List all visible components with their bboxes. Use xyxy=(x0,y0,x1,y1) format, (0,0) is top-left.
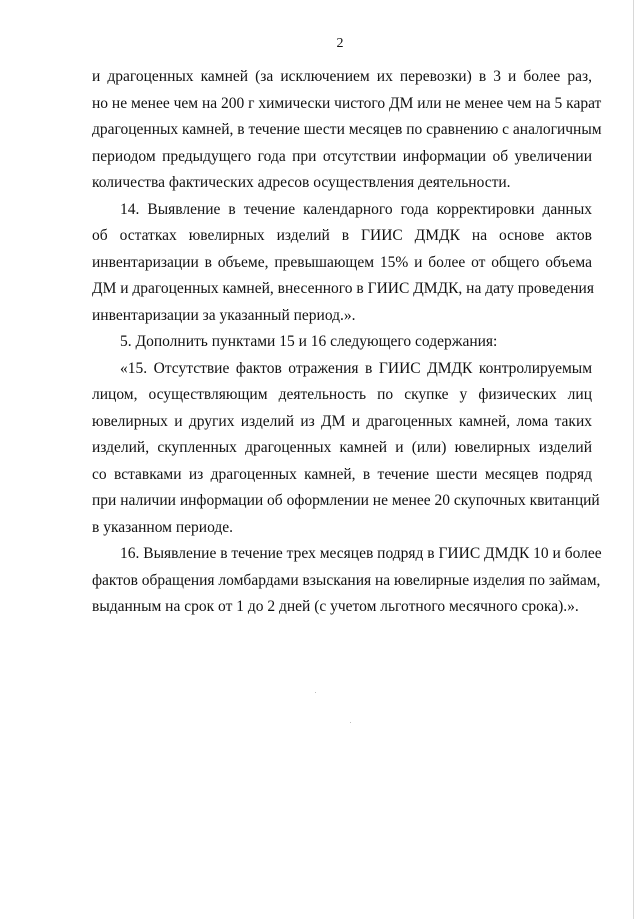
text-line: в указанном периоде. xyxy=(92,518,234,536)
text-line: но не менее чем на 200 г химически чистого ДМ или не менее чем на 5 карат xyxy=(92,94,602,112)
text-line: ювелирных и других изделий из ДМ и драгоценных камней, лома таких xyxy=(92,412,592,430)
text-line: выданным на срок от 1 до 2 дней (с учетом льготного месячного срока).». xyxy=(92,598,579,615)
text-line: со вставками из драгоценных камней, в течение шести месяцев подряд xyxy=(92,465,592,483)
text-line: изделий, скупленных драгоценных камней и (или) ювелирных изделий xyxy=(92,439,592,456)
text-line: лицом, осуществляющим деятельность по скупке у физических лиц xyxy=(92,386,592,403)
text-line: «15. Отсутствие фактов отражения в ГИИС ДМДК контролируемым xyxy=(120,359,592,377)
paragraph-continuation xyxy=(92,64,602,197)
scan-speck xyxy=(315,692,316,693)
text-line: об остатках ювелирных изделий в ГИИС ДМДК на основе актов xyxy=(92,227,592,244)
text-line: ДМ и драгоценных камней, внесенного в ГИИС ДМДК, на дату проведения xyxy=(92,280,594,297)
text-line: при наличии информации об оформлении не менее 20 скупочных квитанций xyxy=(92,492,600,509)
paragraph-item-14 xyxy=(92,197,592,330)
text-line: 5. Дополнить пунктами 15 и 16 следующего содержания: xyxy=(120,333,498,350)
text-line: инвентаризации за указанный период.». xyxy=(92,306,356,324)
text-line: инвентаризации в объеме, превышающем 15% и более от общего объема xyxy=(92,253,592,271)
page-number: 2 xyxy=(336,36,344,51)
text-line: количества фактических адресов осуществления деятельности. xyxy=(92,174,511,191)
scan-speck xyxy=(350,722,351,723)
text-line: 14. Выявление в течение календарного года корректировки данных xyxy=(120,200,592,218)
document-body xyxy=(92,64,602,621)
page-edge xyxy=(633,0,634,919)
text-line: периодом предыдущего года при отсутствии информации об увеличении xyxy=(92,147,592,165)
text-line: фактов обращения ломбардами взыскания на ювелирные изделия по займам, xyxy=(92,571,601,589)
paragraph-item-15 xyxy=(92,356,600,542)
text-line: 16. Выявление в течение трех месяцев подряд в ГИИС ДМДК 10 и более xyxy=(120,545,602,562)
paragraph-item-16 xyxy=(92,541,602,621)
text-line: и драгоценных камней (за исключением их перевозки) в 3 и более раз, xyxy=(92,68,592,85)
text-line: драгоценных камней, в течение шести месяцев по сравнению с аналогичным xyxy=(92,121,602,138)
paragraph-item-5 xyxy=(92,329,592,356)
